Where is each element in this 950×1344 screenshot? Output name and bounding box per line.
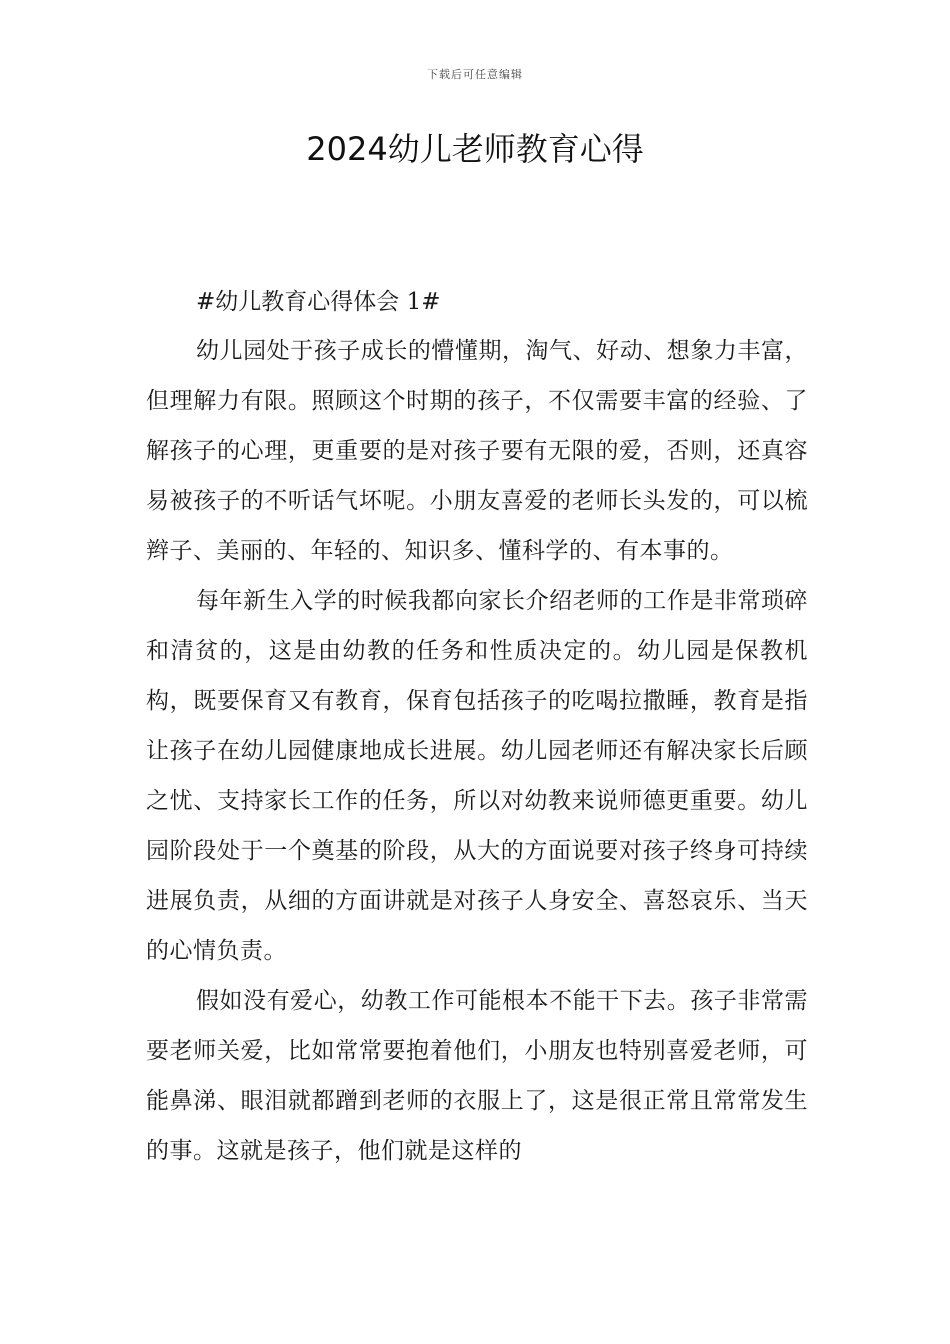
page-header-note: 下载后可任意编辑 xyxy=(427,68,523,81)
document-body xyxy=(146,278,808,1176)
section-heading: #幼儿教育心得体会 1# xyxy=(196,289,441,315)
paragraph-2: 每年新生入学的时候我都向家长介绍老师的工作是非常琐碎和清贫的，这是由幼教的任务和性质决定的。幼儿园是保教机构，既要保育又有教育，保育包括孩子的吃喝拉撒睡，教育是指让孩子在幼儿园健康地成长进展。幼儿园老师还有解决家长后顾之忧、支持家长工作的任务，所以对幼教来说师德更重要。幼儿园阶段处于一个奠基的阶段，从大的方面说要对孩子终身可持续进展负责，从细的方面讲就是对孩子人身安全、喜怒哀乐、当天的心情负责。 xyxy=(146,588,808,964)
paragraph-3: 假如没有爱心，幼教工作可能根本不能干下去。孩子非常需要老师关爱，比如常常要抱着他们，小朋友也特别喜爱老师，可能鼻涕、眼泪就都蹭到老师的衣服上了，这是很正常且常常发生的事。这就是孩子，他们就是这样的 xyxy=(146,988,808,1164)
document-title: 2024幼儿老师教育心得 xyxy=(306,130,644,168)
paragraph-1: 幼儿园处于孩子成长的懵懂期，淘气、好动、想象力丰富，但理解力有限。照顾这个时期的孩子，不仅需要丰富的经验、了解孩子的心理，更重要的是对孩子要有无限的爱，否则，还真容易被孩子的不听话气坏呢。小朋友喜爱的老师长头发的，可以梳辫子、美丽的、年轻的、知识多、懂科学的、有本事的。 xyxy=(146,338,808,564)
